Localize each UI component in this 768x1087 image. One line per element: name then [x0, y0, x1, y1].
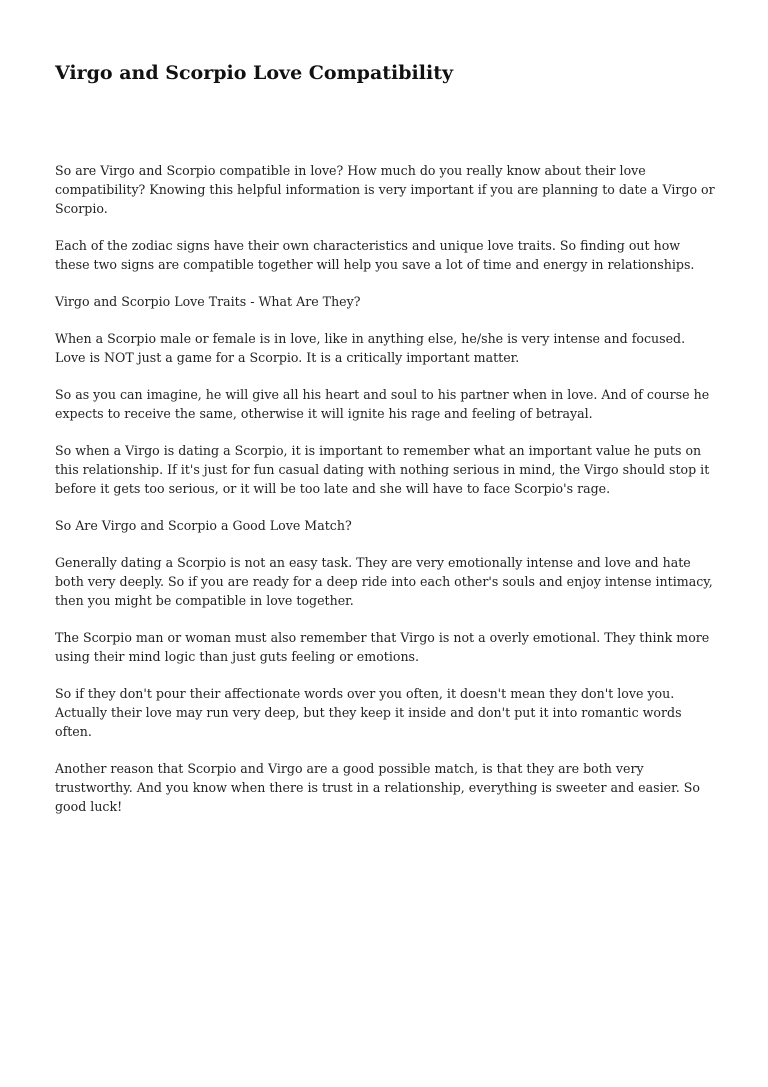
paragraph-zodiac-traits: Each of the zodiac signs have their own characteristics and unique love traits. So finding out how these two signs are compatible together will help you save a lot of time and energy in relationships.: [55, 238, 695, 272]
paragraph-trustworthy: Another reason that Scorpio and Virgo are a good possible match, is that they are both very trustworthy. And you know when there is trust in a relationship, everything is sweeter and easier. So good luck!: [55, 761, 700, 814]
paragraph-intro: So are Virgo and Scorpio compatible in love? How much do you really know about their love compatibility? Knowing this helpful information is very important if you are planning to date a Virgo or Scorpio.: [55, 163, 715, 216]
document-body: [55, 161, 717, 834]
paragraph-scorpio-in-love: When a Scorpio male or female is in love, like in anything else, he/she is very intense and focused. Love is NOT just a game for a Scorpio. It is a critically important matter.: [55, 331, 686, 365]
paragraph-affectionate-words: So if they don't pour their affectionate words over you often, it doesn't mean they don't love you. Actually their love may run very deep, but they keep it inside and don't put it into romantic words often.: [55, 686, 682, 739]
section-heading-love-traits: Virgo and Scorpio Love Traits - What Are They?: [55, 294, 361, 309]
section-heading-good-match: So Are Virgo and Scorpio a Good Love Match?: [55, 518, 352, 533]
paragraph-virgo-dating-scorpio: So when a Virgo is dating a Scorpio, it is important to remember what an important value he puts on this relationship. If it's just for fun casual dating with nothing serious in mind, the Virgo should stop it before it gets too serious, or it will be too late and she will have to face Scorpio's rage.: [55, 443, 710, 496]
paragraph-virgo-emotions: The Scorpio man or woman must also remember that Virgo is not a overly emotional. They think more using their mind logic than just guts feeling or emotions.: [55, 630, 710, 664]
paragraph-heart-and-soul: So as you can imagine, he will give all his heart and soul to his partner when in love. And of course he expects to receive the same, otherwise it will ignite his rage and feeling of betrayal.: [55, 387, 710, 421]
document-title: Virgo and Scorpio Love Compatibility: [55, 62, 454, 84]
paragraph-dating-scorpio: Generally dating a Scorpio is not an easy task. They are very emotionally intense and love and hate both very deeply. So if you are ready for a deep ride into each other's souls and enjoy intense intimacy, then you might be compatible in love together.: [55, 555, 713, 608]
